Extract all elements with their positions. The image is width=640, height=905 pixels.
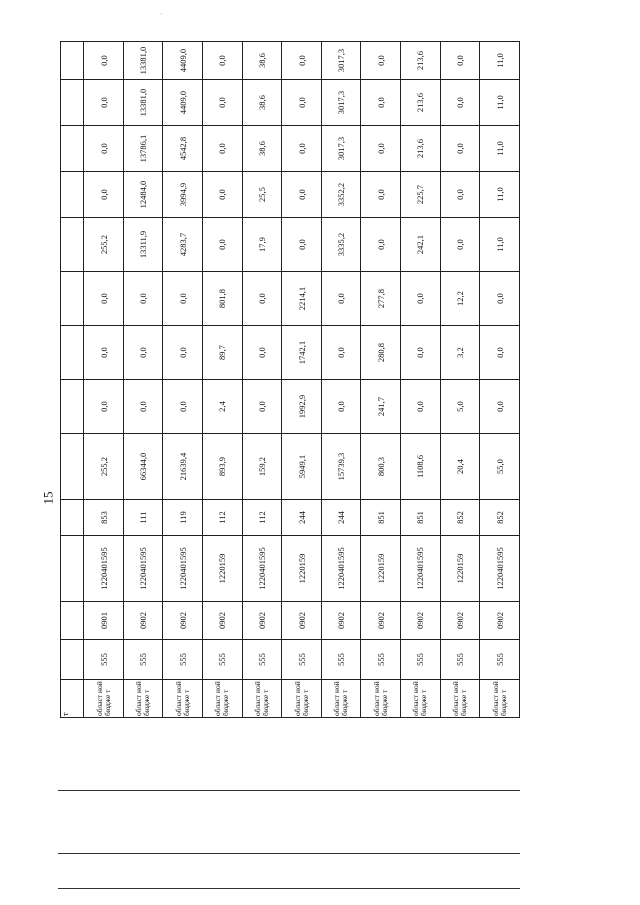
table-row [242,42,282,718]
table-cell-section: 0902 [163,602,203,640]
table-cell-v7: 38,6 [242,126,282,172]
table-cell-section: 0902 [123,602,163,640]
table-cell-v1: 893,9 [203,434,243,500]
header-cell [61,434,84,500]
table-cell-v3: 3,2 [440,326,480,380]
table-cell-v1: 15739,3 [321,434,361,500]
budget-table-wrapper [60,42,520,718]
table-row [401,42,441,718]
budget-table-rotated [60,42,520,718]
table-cell-section: 0902 [321,602,361,640]
table-cell-type: 112 [242,500,282,536]
header-cell [61,602,84,640]
table-row [361,42,401,718]
table-cell-code: 555 [242,640,282,680]
table-cell-v3: 280,8 [361,326,401,380]
table-cell-v2: 0,0 [242,380,282,434]
table-cell-v7: 213,6 [401,126,441,172]
table-cell-target: 1220159 [282,536,322,602]
table-cell-v7: 4542,8 [163,126,203,172]
table-cell-v3: 0,0 [401,326,441,380]
table-cell-v7: 11,0 [480,126,520,172]
table-header-row [61,42,84,718]
table-cell-v8: 38,6 [242,80,282,126]
table-cell-v1: 55,0 [480,434,520,500]
table-cell-v6: 0,0 [440,172,480,218]
table-cell-type: 119 [163,500,203,536]
table-cell-v8: 0,0 [203,80,243,126]
header-cell [61,500,84,536]
table-cell-v9: 3017,3 [321,42,361,80]
table-cell-v6: 0,0 [84,172,124,218]
table-cell-section: 0902 [440,602,480,640]
table-cell-v6: 11,0 [480,172,520,218]
table-cell-v6: 0,0 [361,172,401,218]
table-cell-v5: 11,0 [480,218,520,272]
table-cell-v2: 0,0 [321,380,361,434]
table-cell-v3: 0,0 [321,326,361,380]
signature-line [58,790,520,791]
table-cell-v3: 89,7 [203,326,243,380]
table-cell-v6: 0,0 [282,172,322,218]
table-cell-v9: 13381,0 [123,42,163,80]
table-row [84,42,124,718]
table-cell-v9: 38,6 [242,42,282,80]
table-cell-section: 0902 [480,602,520,640]
table-cell-code: 555 [163,640,203,680]
table-row [163,42,203,718]
table-cell-target: 1220401595 [480,536,520,602]
table-cell-v7: 0,0 [84,126,124,172]
table-cell-code: 555 [321,640,361,680]
table-cell-v1: 159,2 [242,434,282,500]
table-cell-v5: 17,9 [242,218,282,272]
table-cell-budget: област ной бюдже т [242,680,282,718]
table-cell-v1: 1108,6 [401,434,441,500]
table-cell-code: 555 [361,640,401,680]
table-cell-v4: 0,0 [401,272,441,326]
table-cell-v5: 242,1 [401,218,441,272]
table-cell-v3: 0,0 [123,326,163,380]
table-cell-v6: 225,7 [401,172,441,218]
table-cell-target: 1220159 [203,536,243,602]
table-cell-v2: 0,0 [480,380,520,434]
table-row [321,42,361,718]
table-cell-target: 1220401595 [321,536,361,602]
table-cell-v2: 2,4 [203,380,243,434]
table-cell-v9: 0,0 [440,42,480,80]
table-cell-v4: 0,0 [321,272,361,326]
header-cell: т [61,680,84,718]
table-cell-type: 112 [203,500,243,536]
table-cell-v9: 0,0 [361,42,401,80]
table-cell-v8: 0,0 [84,80,124,126]
budget-table [60,41,520,718]
table-row [203,42,243,718]
table-cell-target: 1220401595 [242,536,282,602]
table-cell-v8: 3017,3 [321,80,361,126]
table-cell-v3: 0,0 [480,326,520,380]
table-cell-v2: 0,0 [123,380,163,434]
table-cell-type: 111 [123,500,163,536]
table-cell-v2: 0,0 [163,380,203,434]
table-cell-v7: 3017,3 [321,126,361,172]
table-cell-target: 1220159 [440,536,480,602]
table-cell-v1: 800,3 [361,434,401,500]
table-cell-code: 555 [123,640,163,680]
table-cell-type: 244 [282,500,322,536]
table-body [61,42,520,718]
table-cell-section: 0902 [203,602,243,640]
table-cell-target: 1220401595 [163,536,203,602]
header-cell [61,326,84,380]
table-cell-v4: 801,8 [203,272,243,326]
corner-mark: · [160,10,163,19]
table-cell-v1: 20,4 [440,434,480,500]
table-cell-v5: 0,0 [440,218,480,272]
table-cell-budget: област ной бюдже т [401,680,441,718]
table-cell-v5: 255,2 [84,218,124,272]
table-cell-v2: 0,0 [84,380,124,434]
table-cell-v2: 241,7 [361,380,401,434]
table-cell-v4: 0,0 [123,272,163,326]
table-cell-v2: 0,0 [401,380,441,434]
table-cell-target: 1220401595 [401,536,441,602]
table-cell-budget: област ной бюдже т [123,680,163,718]
header-cell [61,80,84,126]
page-number: 15 [40,491,56,505]
table-cell-v3: 0,0 [84,326,124,380]
table-cell-v7: 0,0 [203,126,243,172]
table-cell-v1: 5949,1 [282,434,322,500]
table-cell-v8: 4409,0 [163,80,203,126]
table-cell-v6: 3352,2 [321,172,361,218]
table-cell-section: 0901 [84,602,124,640]
table-cell-v9: 4409,0 [163,42,203,80]
table-cell-budget: област ной бюдже т [440,680,480,718]
table-cell-v3: 1742,1 [282,326,322,380]
table-cell-v1: 255,2 [84,434,124,500]
table-cell-v5: 4283,7 [163,218,203,272]
table-cell-v2: 1992,9 [282,380,322,434]
table-cell-v8: 0,0 [282,80,322,126]
table-cell-v8: 213,6 [401,80,441,126]
table-cell-budget: област ной бюдже т [163,680,203,718]
table-cell-section: 0902 [361,602,401,640]
table-cell-type: 852 [480,500,520,536]
table-cell-v1: 66344,0 [123,434,163,500]
table-cell-v7: 0,0 [282,126,322,172]
table-cell-v7: 13786,1 [123,126,163,172]
table-cell-v4: 0,0 [163,272,203,326]
table-cell-v5: 0,0 [203,218,243,272]
header-cell [61,172,84,218]
table-cell-v4: 277,8 [361,272,401,326]
header-cell [61,272,84,326]
table-cell-code: 555 [203,640,243,680]
table-cell-budget: област ной бюдже т [361,680,401,718]
table-cell-v6: 12484,0 [123,172,163,218]
table-cell-code: 555 [480,640,520,680]
signature-line [58,853,520,854]
table-cell-type: 853 [84,500,124,536]
table-cell-v6: 0,0 [203,172,243,218]
table-cell-target: 1220401595 [123,536,163,602]
table-cell-v8: 13381,0 [123,80,163,126]
table-row [480,42,520,718]
header-cell [61,126,84,172]
table-cell-v5: 0,0 [282,218,322,272]
table-cell-v9: 213,6 [401,42,441,80]
table-cell-code: 555 [440,640,480,680]
table-cell-v7: 0,0 [361,126,401,172]
table-cell-v8: 0,0 [440,80,480,126]
table-cell-section: 0902 [242,602,282,640]
table-cell-v9: 0,0 [203,42,243,80]
table-cell-v4: 2214,1 [282,272,322,326]
table-cell-v8: 0,0 [361,80,401,126]
table-cell-type: 852 [440,500,480,536]
table-row [282,42,322,718]
table-cell-v9: 0,0 [282,42,322,80]
table-cell-v1: 21639,4 [163,434,203,500]
header-cell [61,42,84,80]
table-cell-v6: 25,5 [242,172,282,218]
table-cell-type: 851 [401,500,441,536]
table-cell-budget: област ной бюдже т [84,680,124,718]
table-cell-v5: 0,0 [361,218,401,272]
table-cell-v3: 0,0 [163,326,203,380]
table-cell-section: 0902 [282,602,322,640]
table-row [123,42,163,718]
header-cell [61,218,84,272]
table-cell-budget: област ной бюдже т [282,680,322,718]
table-cell-target: 1220159 [361,536,401,602]
table-cell-v4: 0,0 [242,272,282,326]
table-cell-v4: 0,0 [480,272,520,326]
table-cell-v9: 0,0 [84,42,124,80]
table-cell-code: 555 [282,640,322,680]
table-cell-code: 555 [84,640,124,680]
table-cell-v3: 0,0 [242,326,282,380]
table-cell-target: 1220401595 [84,536,124,602]
header-cell [61,380,84,434]
table-cell-v4: 12,2 [440,272,480,326]
table-cell-type: 851 [361,500,401,536]
table-cell-v4: 0,0 [84,272,124,326]
table-cell-budget: област ной бюдже т [321,680,361,718]
table-cell-v8: 11,0 [480,80,520,126]
table-cell-v5: 13311,9 [123,218,163,272]
table-cell-section: 0902 [401,602,441,640]
table-cell-budget: област ной бюдже т [480,680,520,718]
table-cell-v7: 0,0 [440,126,480,172]
table-row [440,42,480,718]
signature-line [58,888,520,889]
table-cell-code: 555 [401,640,441,680]
header-cell [61,640,84,680]
table-cell-type: 244 [321,500,361,536]
table-cell-v2: 5,0 [440,380,480,434]
header-cell [61,536,84,602]
table-cell-v5: 3335,2 [321,218,361,272]
table-cell-v9: 11,0 [480,42,520,80]
table-cell-v6: 3994,9 [163,172,203,218]
table-cell-budget: област ной бюдже т [203,680,243,718]
